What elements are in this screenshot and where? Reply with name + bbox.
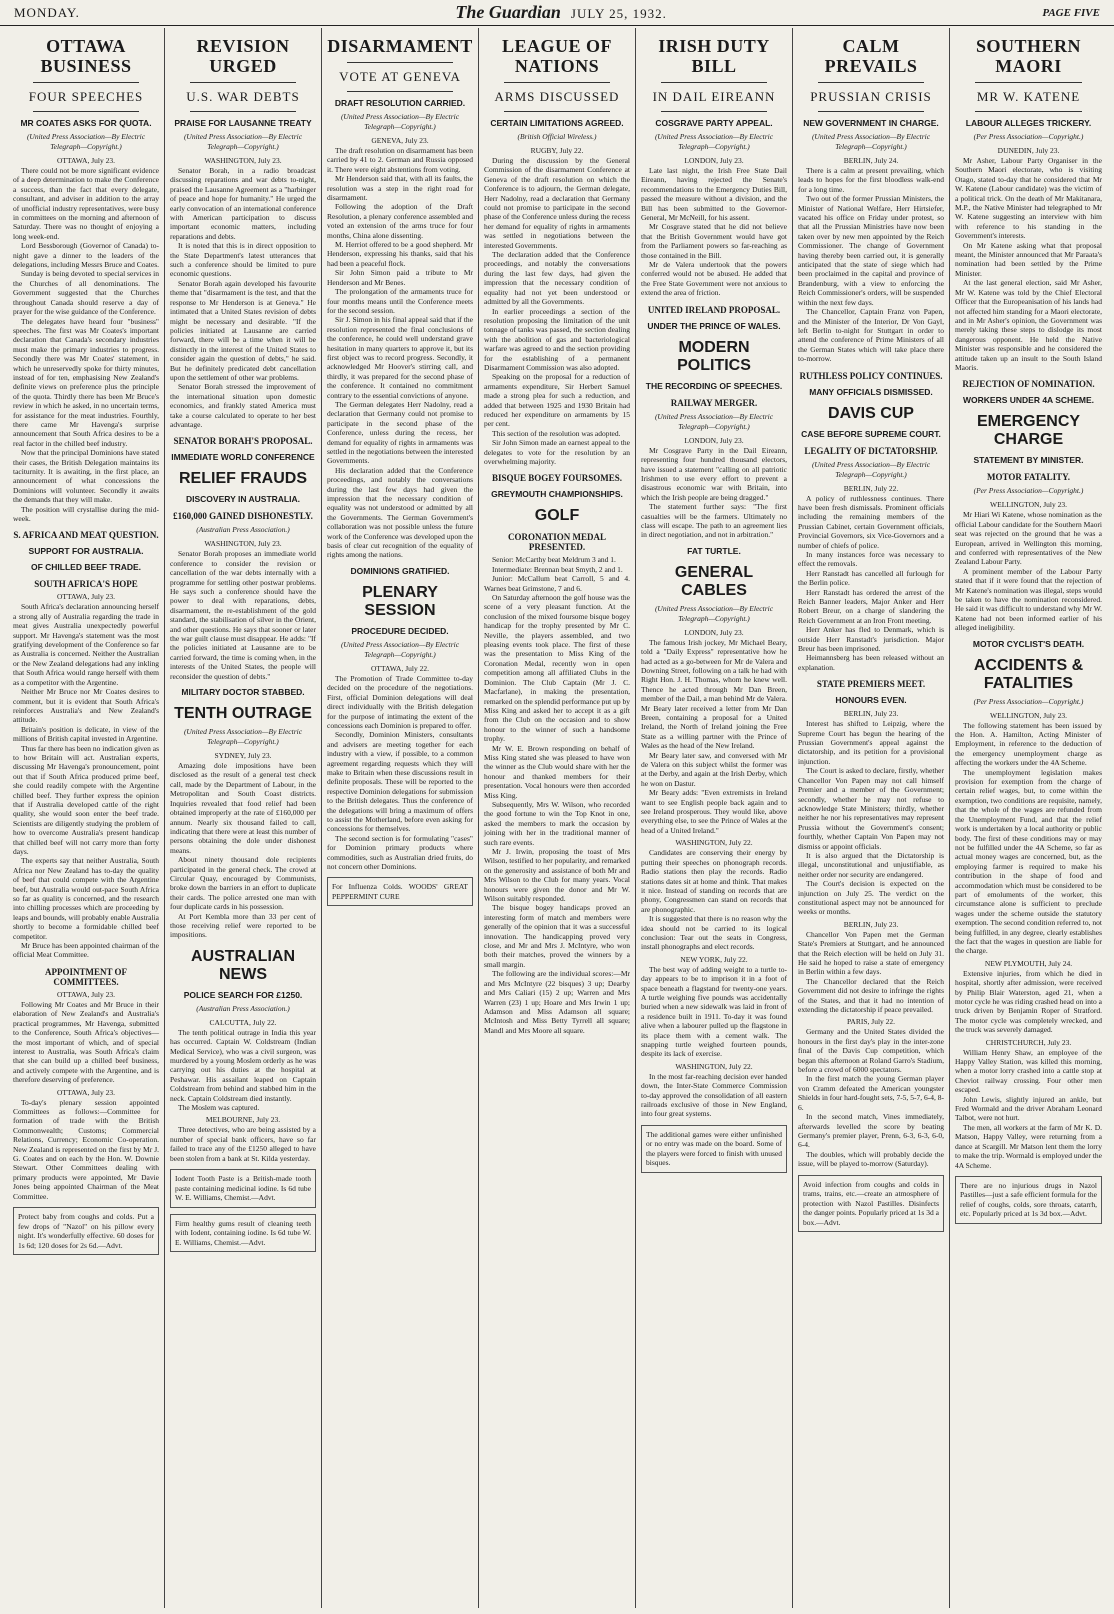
wire-credit: (United Press Association—By Electric Telegraph—Copyright.) (26, 132, 146, 151)
article-paragraph: The prolongation of the armaments truce for four months means until the Conference meets for the second session. (327, 287, 473, 315)
article-paragraph: Mr J. Irwin, proposing the toast of Mrs Wilson, testified to her popularity, and remarked on the generosity and assistance of both Mr and Mrs Wilson to the Club for many years. Vocal honours were given the donor and Mr W. Wilson suitably responded. (484, 847, 630, 904)
article-paragraph: The best way of adding weight to a turtle to-day appears to be to imprison it in a foot of space beneath a flagstand for twenty-one years. A turtle weighing five pounds was accidentally buried when a new sidewalk was laid in front of a residence built in 1911. To-day it was found alive when a labourer pulled up the flagstone in its place them with a cement walk. The snapping turtle weighed fourteen pounds, despite its lack of exercise. (641, 964, 787, 1059)
divider-rule (347, 91, 453, 92)
advertisement (641, 1125, 787, 1173)
advertisement (13, 1207, 159, 1255)
article-paragraph: The following are the individual scores:—Mr and Mrs McIntyre (22 bisques) 3 up; Dearby and Mrs Caliari (15) 2 up; Warren and Mrs Warren (23) 1 up; Hoare and Mrs Irwin 1 up; Adamson and Miss Adamson all square; McIntosh and Miss Betty Tyrrell all square; Mandl and Mrs Moore all square. (484, 969, 630, 1035)
dateline: LONDON, July 23. (684, 156, 744, 165)
article-paragraph: Senator Borah again developed his favourite theme that "disarmament is the test, and that the response to Mr Henderson is at Geneva." He intimated that a United States revision of debts might be necessary and desirable. "If the policies initiated at Lausanne are carried forward, there will be a time when it will be distinctly in the interest of the United States to consider again the question of debts," he said. But he definitely predicated debt cancellation upon the settlement of other war problems. (170, 278, 316, 382)
advertisement (327, 877, 473, 906)
article-paragraph: Mr W. E. Brown responding on behalf of Miss King stated she was pleased to have won the winner as the Club would share with her the honour and thanked members for their presentation. Vocal honours were then accorded Miss King. (484, 743, 630, 800)
article-paragraph: The bisque bogey handicaps proved an interesting form of match and members were generally of the opinion that it was a successful innovation. The handicapping proved very close, and Mr and Mrs J. McIntyre, who won both their matches, proved the winners by a small margin. (484, 903, 630, 969)
article-paragraph: Interest has shifted to Leipzig, where the Supreme Court has begun the hearing of the Prussian Government's appeal against the dictatorship, and its petition for a provisional injunction. (798, 719, 944, 766)
article-paragraph: In the second match, Vines immediately, afterwards levelled the score by beating Germany's premier player, Prenn, 6-3, 6-3, 6-0, 6-4. (798, 1112, 944, 1150)
column-7 (950, 28, 1107, 1608)
article-paragraph: During the discussion by the General Commission of the disarmament Conference at Geneva of the draft resolution on which the Conference is to adjourn, the German delegate, Herr Nadolny, read a declaration that Germany could not promise to participate in the second phase of the Conference unless during the recess her demand for equality of rights in armaments was settled in negotiations between the interested Governments. (484, 156, 630, 250)
dateline: OTTAWA, July 23. (57, 156, 115, 165)
article-paragraph: To-day's plenary session appointed Committees as follows:—Committee for formation of trade with the British Commonwealth; Customs; Commercial Relations, Currency; Economic Co-operation. New Zealand is represented on the first by Mr J. G. Coates and on each by the Hon. W. Downie Stewart. Other Committees dealing with primary products were appointed, Mr Davie Jones being appointed Chairman of the Meat Committee. (13, 1097, 159, 1201)
article-paragraph: The statement further says: "The first casualties will be the farmers. Ultimately no class will escape. The path to an agreement lies in direct negotiation, and not in arbitration." (641, 502, 787, 540)
article-heading: S. AFRICA AND MEAT QUESTION. (13, 530, 159, 541)
article-paragraph: On Mr Katene asking what that proposal meant, the Minister announced that Mr Paraata's nomination had been settled by the Prime Minister. (955, 240, 1102, 278)
article-paragraph: Amazing dole impositions have been disclosed as the result of a general test check call, made by the Department of Labour, in the Metropolitan and South Coast districts. Inquiries revealed that food relief had been obtained improperly at the rate of £160,000 per annum. Nearly six thousand failed to call, indicating that there were at least this number of persons obtaining the dole under dishonest means. (170, 761, 316, 855)
headline: DISARMAMENT (327, 36, 473, 56)
article-paragraph: Two out of the former Prussian Ministers, the Minister of National Welfare, Herr Hirtsiefer, vacated his office on Friday under protest, so that all the Prussian Ministries have now been taken over by new men appointed by the Reich Commissioner. The change of Government having thereby been carried out, it is generally anticipated that the state of siege which had been proclaimed in the capital and province of Brandenburg, with a view to enforcing the Reich Commissioner's orders, will be suspended within the next few days. (798, 194, 944, 307)
article-paragraph: In the first match the young German player von Cramm defeated the American youngster Shields in four hard-fought sets, 7-5, 5-7, 6-4, 8-6. (798, 1074, 944, 1112)
dateline: WASHINGTON, July 22. (675, 1061, 753, 1071)
article-paragraph: Neither Mr Bruce nor Mr Coates desires to comment, but it is evident that South Africa's reinforces Australia's and New Zealand's attitude. (13, 687, 159, 725)
article-paragraph: Sir John Simon made an earnest appeal to the delegates to vote for the resolution by an overwhelming majority. (484, 438, 630, 466)
article-paragraph: Sunday is being devoted to special services in the Churches of all denominations. The Government suggested that the Churches throughout Canada should reserve a day of prayer for the wise guidance of the Conference. (13, 269, 159, 317)
column-1 (8, 28, 165, 1608)
divider-rule (33, 111, 139, 112)
deck: MANY OFFICIALS DISMISSED. (809, 386, 933, 397)
section-headline: GENERAL CABLES (674, 563, 754, 599)
dateline: WASHINGTON, July 23. (204, 539, 282, 549)
divider-rule (818, 111, 924, 112)
article-paragraph: The tenth political outrage in India this year has occurred. Captain W. Coldstream (Indian Medical Service), who was a civil surgeon, was murdered by a young Moslem orderly as he was carrying out his duties at the hospital at Peshawar. His assailant leaped on Captain Coldstream from behind and stabbed him in the neck. Captain Coldstream died instantly. (170, 1027, 316, 1103)
advertisement-text: Iodent Tooth Paste is a British-made tooth paste containing medicinal iodine. Is 6d tube W. E. Williams, Chemist.—Advt. (175, 1174, 311, 1203)
deck: COSGRAVE PARTY APPEAL. (655, 118, 773, 128)
divider-rule (504, 111, 610, 112)
article-paragraph: Herr Ranstadt has ordered the arrest of the Reich Banner leaders, Major Anker and Herr Robert Breur, on a charge of slandering the Reich Government at an Iron Front meeting. (798, 587, 944, 625)
article-paragraph: Mr Beary adds: "Even extremists in Ireland want to see English people back again and to see Ireland prosperous. They would like, above everything else, to see the Prince of Wales at the head of a United Ireland." (641, 788, 787, 835)
deck: IMMEDIATE WORLD CONFERENCE (171, 452, 315, 463)
headline: SOUTHERN MAORI (975, 36, 1082, 76)
article-heading: £160,000 GAINED DISHONESTLY. (173, 511, 313, 522)
dateline: LONDON, July 23. (684, 435, 744, 445)
deck: HONOURS EVEN. (835, 695, 907, 706)
article-paragraph: Junior: McCallum beat Carroll, 5 and 4. Warnes beat Grimstone, 7 and 6. (484, 574, 630, 593)
divider-rule (661, 111, 767, 112)
dateline: RUGBY, July 22. (530, 146, 584, 155)
column-4 (479, 28, 636, 1608)
deck: CASE BEFORE SUPREME COURT. (801, 428, 941, 439)
subheadline: IN DAIL EIREANN (652, 89, 776, 104)
column-3 (322, 28, 479, 1608)
article-heading: APPOINTMENT OF COMMITTEES. (44, 966, 128, 987)
subheadline: ARMS DISCUSSED (494, 89, 620, 104)
deck: GREYMOUTH CHAMPIONSHIPS. (491, 489, 623, 500)
section-headline: EMERGENCY CHARGE (976, 413, 1081, 449)
section-headline: RELIEF FRAUDS (179, 470, 307, 488)
divider-rule (975, 111, 1082, 112)
deck: POLICE SEARCH FOR £1250. (183, 989, 303, 1000)
article-heading: SENATOR BORAH'S PROPOSAL. (173, 436, 313, 447)
article-paragraph: Intermediate: Brennan beat Smyth, 2 and 1. (492, 564, 623, 574)
deck: UNDER THE PRINCE OF WALES. (647, 320, 781, 331)
article-paragraph: Britain's position is delicate, in view of the millions of British capital invested in Argentine. (13, 724, 159, 744)
wire-credit: (Australian Press Association.) (196, 1003, 290, 1013)
article-paragraph: Late last night, the Irish Free State Dail Eireann, having rejected the Senate's recommendations to the Emergency Duties Bill, passed the measure without a division, and the Bill has been submitted to the Governor-General, Mr McNeill, for his assent. (641, 166, 787, 223)
deck: PRAISE FOR LAUSANNE TREATY (174, 118, 312, 128)
advertisement-text: Protect baby from coughs and colds. Put a few drops of "Nazol" on his pillow every night. It's wonderfully effective. 60 doses for 1s 6d; 120 doses for 2s 6d.—Advt. (18, 1212, 154, 1250)
deck: DOMINIONS GRATIFIED. (350, 565, 450, 576)
dateline: OTTAWA, July 23. (57, 592, 115, 602)
dateline: BERLIN, July 23. (843, 919, 899, 929)
article-paragraph: In the most far-reaching decision ever handed down, the Inter-State Commerce Commission to-day approved the consolidation of all eastern railroads exclusive of those in New England, into four great systems. (641, 1071, 787, 1119)
article-paragraph: The following statement has been issued by the Hon. A. Hamilton, Acting Minister of Employment, in reference to the deduction of the emergency unemployment charge as affecting the workers under the 4A Scheme. (955, 720, 1102, 768)
article-paragraph: At Port Kembla more than 33 per cent of those receiving relief were reported to be impositions. (170, 911, 316, 940)
article-paragraph: John Lewis, slightly injured an ankle, but Fred Wormald and the driver Abraham Leonard Talbot, were not hurt. (955, 1094, 1102, 1123)
article-paragraph: Senator Borah stressed the improvement of the international situation upon domestic economics, and frankly stated America must take a course calculated to operate to her best advantage. (170, 382, 316, 429)
article-paragraph: Heimannsberg has been released without an explanation. (798, 653, 944, 672)
section-headline: MODERN POLITICS (677, 338, 751, 374)
article-paragraph: Subsequently, Mrs W. Wilson, who recorded the good fortune to win the Top Knot in one, asked the members to mark the occasion by joining with her in the traditional manner of such rare events. (484, 799, 630, 847)
dateline: WELLINGTON, July 23. (990, 500, 1067, 510)
headline: REVISION URGED (196, 36, 290, 76)
article-paragraph: The doubles, which will probably decide the issue, will be played to-morrow (Saturday). (798, 1149, 944, 1169)
divider-rule (190, 111, 296, 112)
article-paragraph: The famous Irish jockey, Mr Michael Beary, told a "Daily Express" representative how he had acted as a go-between for Mr de Valera and Downing Street, following on a talk he had with Right Hon. J. H. Thomas, whom he knew well. Thence he acted through Mr Dan Breen, member of the Dail, a man behind Mr de Valera. Mr Beary later received a letter from Mr Dan Breen, containing a proposal for a United Ireland, the North of Ireland joining the Free State as a willing partner with the Prince of Wales as the head of the New Ireland. (641, 637, 787, 751)
article-paragraph: The delegates have heard four "business" speeches. The first was Mr Coates's important declaration that Canada's secondary industries must make the primary industries to progress. Secondly there was Mr Coates' statement, in which he unreservedly spoke for thirty minutes, instead of for ten, emphasising New Zealand's definite views on preference plus the principle of the quota. Thirdly there has been Mr Bruce's review in which he asked, in no uncertain terms, for assistance for the meat industries. Fourthly, there came Mr Havenga's surprise announcement that South Africa desires to be a real factor in the chilled beef industry. (13, 316, 159, 448)
deck: SUPPORT FOR AUSTRALIA. (28, 546, 144, 557)
article-paragraph: It is noted that this is in direct opposition to the State Department's latest utterances that such a conference should be limited to pure economic questions. (170, 241, 316, 279)
deck: THE RECORDING OF SPEECHES. (645, 380, 783, 391)
article-paragraph: Lord Bessborough (Governor of Canada) to-night gave a dinner to the leaders of the delegations, including Messrs Bruce and Coates. (13, 241, 160, 270)
deck: WORKERS UNDER 4A SCHEME. (963, 395, 1094, 406)
article-paragraph: William Henry Shaw, an employee of the Happy Valley Station, was killed this morning, when a motor lorry crashed into a cattle stop at Cheviot railway crossing. Four other men escaped. (955, 1047, 1102, 1095)
deck: DISCOVERY IN AUSTRALIA. (186, 494, 300, 505)
wire-credit: (Per Press Association—Copyright.) (973, 486, 1084, 496)
article-paragraph: Candidates are conserving their energy by putting their speeches on phonograph records. Radio stations then play the records. Radio stations dates sit at home and think. That makes it nice. Instead of standing on records that are phony, Congressmen can stand on records that are phonographic. (641, 848, 787, 914)
article-paragraph: The declaration added that the Conference proceedings, and notably the conversations during the last few days, had given the impression that the necessary condition of equality had not yet been understood or admitted by all the Governments. (484, 250, 630, 307)
article-paragraph: The Promotion of Trade Committee to-day decided on the procedure of the negotiations. First, official Dominion delegations will deal direct individually with the British delegation for the purpose of intimating the extent of the concessions each Dominion is prepared to offer. (327, 673, 473, 730)
article-paragraph: It is suggested that there is no reason why the idea should not be carried to its logical conclusion: Tear out the seats in Congress, install phonographs and elect records. (641, 914, 787, 952)
article-paragraph: Following the adoption of the Draft Resolution, a plenary conference assembled and voted an extension of the arms truce for four months, China alone dissenting. (327, 202, 473, 240)
article-paragraph: This section of the resolution was adopted. (492, 428, 621, 438)
article-paragraph: Mr Cosgrave Party in the Dail Eireann, representing four hundred thousand electors, have issued a statement "calling on all patriotic Irishmen to use every effort to prevent a disastrous economic war with Britain, into which the Irish people are being dragged." (641, 445, 787, 502)
advertisement-text: Firm healthy gums result of cleaning teeth with Iodent, containing iodine. Is 6d tube W. E. Williams, Chemist.—Advt. (175, 1218, 311, 1247)
divider-rule (818, 82, 924, 83)
article-paragraph: The Court is asked to declare, firstly, whether Chancellor Von Papen may not call himself Premier and a member of the Government; secondly, whether he may not refuse to acknowledge State Ministers; thirdly, whether neither he nor his representatives may represent Prussia without the Government's consent; fourthly, whether Captain Von Papen may not dismiss or appoint officials. (798, 766, 944, 851)
article-paragraph: In earlier proceedings a section of the resolution proposing the limitation of the unit tonnage of tanks was passed, the section dealing with the abolition of gas and bacteriological warfare was agreed to and the section providing for the establishing of a permanent Disarmament Commission was also adopted. (484, 306, 630, 372)
advertisement-text: There are no injurious drugs in Nazol Pastilles—just a safe efficient formula for the relief of coughs, colds, sore throats, catarrh, etc. Popularly priced at 1s 3d box.—Advt. (960, 1180, 1097, 1219)
wire-credit: (Australian Press Association.) (196, 525, 290, 535)
deck: NEW GOVERNMENT IN CHARGE. (803, 118, 939, 128)
dateline: LONDON, July 23. (684, 627, 744, 637)
advertisement (955, 1176, 1102, 1224)
masthead-date: JULY 25, 1932. (570, 6, 667, 21)
deck: MR COATES ASKS FOR QUOTA. (20, 118, 152, 128)
article-paragraph: Thus far there has been no indication given as to how Britain will act. Australian experts, discussing Mr Havenga's pronouncement, point out that if South Africa produced prime beef, she could readily compete with the Argentine chilled beef. They further express the opinion that if Australia developed cattle of the right quality, she would soon enter the beef trade. Scientists are diligently studying the problem of how to overcome Australia's present handicap that chilled beef will not carry more than forty days. (13, 743, 159, 856)
deck: OF CHILLED BEEF TRADE. (30, 562, 142, 573)
article-paragraph: South Africa's declaration announcing herself a strong ally of Australia regarding the trade in meat gives Australia unexpectedly powerful support. Mr Havenga's statement was the most gratifying development of the Conference so far as Australia is concerned. Neither the Australian or the New Zealand delegations had any inkling that South Africa would range herself with them as a competitor with the Argentine. (13, 602, 159, 687)
wire-credit: (United Press Association—By Electric Telegraph—Copyright.) (654, 132, 774, 151)
subheadline: MR W. KATENE (976, 89, 1081, 104)
newspaper-page (0, 28, 1114, 1608)
article-paragraph: Sir J. Simon in his final appeal said that if the resolution represented the final conclusions of the conference, he could well understand grave hesitation in many quarters to approve it, but its first object was to record progress. Secondly, it acknowledged Mr Hoover's stirring call, and thirdly, it was prepared for the second phase of the conference. It contained no commitment contrary to the essential convictions of anyone. (327, 315, 473, 400)
divider-rule (975, 82, 1082, 83)
divider-rule (33, 82, 139, 83)
article-paragraph: In many instances force was necessary to effect the removals. (798, 549, 944, 569)
article-paragraph: Following Mr Coates and Mr Bruce in their elaboration of New Zealand's and Australia's practical programmes, Mr Havenga, submitted to the Conference, South Africa's objectives—the most important of which, and of special interest to Australia, was South Africa's claim that she can build up a chilled beef business, and actively compete with the Argentine, and is therefore deserving of preference. (13, 999, 159, 1085)
advertisement (798, 1175, 944, 1233)
article-paragraph: Mr de Valera undertook that the powers conferred would not be abused. He added that the Free State Government were not anxious to extend the area of friction. (641, 260, 787, 298)
section-headline: AUSTRALIAN NEWS (191, 947, 295, 983)
dateline: DUNEDIN, July 23. (997, 146, 1060, 155)
article-paragraph: Mr Bruce has been appointed chairman of the official Meat Committee. (13, 941, 159, 960)
article-paragraph: Mr Hiari Wi Katene, whose nomination as the official Labour candidate for the Southern Maori seat was rejected on the ground that he was a European, arrived in Wellington this morning, and conferred with representatives of the New Zealand Labour Party. (955, 510, 1102, 567)
advertisement-text: For Influenza Colds. WOODS' GREAT PEPPERMINT CURE (332, 882, 468, 901)
dateline: WASHINGTON, July 22. (675, 838, 753, 848)
deck: MILITARY DOCTOR STABBED. (181, 687, 305, 698)
article-paragraph: A policy of ruthlessness continues. There have been fresh dismissals. Prominent officials including the remaining members of the Prussian Cabinet, certain Government officials, Provincial Governors, six Vice-Governors and a number of chiefs of police. (798, 493, 944, 550)
subheadline: U.S. WAR DEBTS (186, 89, 300, 104)
article-heading: REJECTION OF NOMINATION. (962, 379, 1095, 390)
dateline: SYDNEY, July 23. (214, 751, 272, 761)
dateline: OTTAWA, July 23. (57, 1087, 115, 1097)
article-paragraph: The Chancellor, Captain Franz von Papen, and the Minister of the Interior, Dr Von Gayl, left Berlin to-night for Stuttgart in order to attend the conference of Prime Ministers of all the German States which will take place there to-morrow. (798, 307, 944, 364)
dateline: WELLINGTON, July 23. (990, 710, 1067, 720)
article-heading: STATE PREMIERS MEET. (816, 679, 926, 690)
advertisement-text: Avoid infection from coughs and colds in trams, trains, etc.—create an atmosphere of protection with Nazol Pastilles. Disinfects the danger points. Popularly priced at 1s 3d a box.—Advt. (803, 1179, 939, 1227)
section-headline: PLENARY SESSION (362, 583, 438, 619)
article-heading: RUTHLESS POLICY CONTINUES. (799, 370, 943, 381)
article-paragraph: At the last general election, said Mr Asher, Mr W. Katene was told by the Chief Electoral Officer that the Europeanisation of his lands had not affected him standing for a Maori electorate, and in Mr Asher's opinion, the Government was merely taking these steps to dislodge its most dangerous opponent. He held the Native Minister was responsible and he considered the attitude taken up an insult to the South Island Maoris. (955, 278, 1102, 372)
dateline: BERLIN, July 22. (843, 483, 899, 493)
article-paragraph: Germany and the United States divided the honours in the first day's play in the inter-zone final of the Davis Cup competition, which began this afternoon at Roland Garro's Stadium, before a crowd of 6000 spectators. (798, 1027, 944, 1075)
article-heading: CORONATION MEDAL PRESENTED. (507, 532, 607, 553)
masthead-day: MONDAY. (14, 4, 80, 20)
advertisement (170, 1214, 316, 1253)
article-paragraph: About ninety thousand dole recipients participated in the general check. The crowd at Circular Quay, encouraged by Communists, broke down the barriers in an effort to duplicate their cards. The police arrested one man with four duplicate cards in his possession. (170, 855, 316, 912)
article-heading: LEGALITY OF DICTATORSHIP. (804, 445, 938, 456)
article-paragraph: The experts say that neither Australia, South Africa nor New Zealand has to-day the quality of beef that could compete with the Argentine beef, but Australia would out-pace South Africa so far as quality is concerned, and the research into chilling processes which are proceeding by leaps and bounds, will probably enable Australia shortly to become a formidable chilled beef competitor. (13, 856, 160, 941)
deck: CERTAIN LIMITATIONS AGREED. (490, 118, 624, 128)
article-paragraph: There is a calm at present prevailing, which leads to hopes for the first bloodless walk-end for a long time. (798, 166, 944, 194)
deck: PROCEDURE DECIDED. (351, 625, 449, 636)
article-paragraph: Mr Asher, Labour Party Organiser in the Southern Maori electorate, who is visiting Otago, stated to-day that he considered that Mr W. Katene (Labour candidate) was the victim of a political trick. On the death of Mr Makitanara, M.P., the Native Minister had telegraphed to Mr W. Katene suggesting an interview with him with reference to his standing in the Government's interests. (955, 156, 1102, 241)
article-paragraph: The Chancellor declared that the Reich Government did not desire to infringe the rights of the States, and that it had no intention of extending the dictatorship if peace prevailed. (798, 976, 944, 1015)
dateline: CALCUTTA, July 22. (209, 1017, 277, 1027)
article-paragraph: Three detectives, who are being assisted by a number of special bank officers, have so far failed to trace any of the £1250 alleged to have been stolen from a bank at St. Kilda yesterday. (170, 1125, 316, 1163)
dateline: NEW PLYMOUTH, July 24. (984, 958, 1073, 968)
article-paragraph: Herr Anker has fled to Denmark, which is outside Herr Ranstadt's jurisdiction. Major Breur has been imprisoned. (798, 625, 944, 654)
article-paragraph: Now that the principal Dominions have stated their cases, the British Delegation maintains its taciturnity. It is awaiting, in the first place, an announcement of what concessions the Dominions will volunteer. Secondly it awaits the demands that they will make. (13, 448, 159, 505)
article-paragraph: The Moslem was captured. (178, 1103, 260, 1113)
article-paragraph: Extensive injuries, from which he died in hospital, shortly after admission, were received by Philip Blair Waterston, aged 21, when a motor cycle he was riding crashed head on into a truck driven by Benjamin Roper of Stratford. The motor cycle was completely wrecked, and the truck was severely damaged. (955, 968, 1102, 1035)
article-paragraph: Senator Borah, in a radio broadcast discussing reparations and war debts to-night, praised the Lausanne Agreement as a "harbinger of peace and hope for humanity." He urged the early convocation of an international conference with American participation to discuss important economic matters, including reparations and debts. (170, 166, 316, 241)
deck: MOTOR CYCLIST'S DEATH. (972, 638, 1085, 649)
divider-rule (661, 82, 767, 83)
dateline: WASHINGTON, July 23. (204, 156, 282, 165)
dateline: OTTAWA, July 22. (371, 663, 429, 673)
divider-rule (347, 62, 453, 63)
section-headline: DAVIS CUP (828, 404, 914, 422)
article-paragraph: The Court's decision is expected on the injunction on July 25. The verdict on the constitutional aspect may not be announced for weeks or months. (798, 879, 944, 917)
article-heading: BISQUE BOGEY FOURSOMES. (492, 473, 622, 484)
wire-credit: (United Press Association—By Electric Telegraph—Copyright.) (811, 132, 931, 151)
divider-rule (504, 82, 610, 83)
wire-credit: (United Press Association—By Electric Telegraph—Copyright.) (183, 727, 303, 747)
article-paragraph: Herr Ranstadt has cancelled all furlough for the Berlin police. (798, 568, 944, 588)
article-heading: MOTOR FATALITY. (986, 472, 1070, 483)
deck: LABOUR ALLEGES TRICKERY. (965, 118, 1092, 128)
article-paragraph: The unemployment legislation makes provision for exemption from the charge of certain relief wages, but, to come within the exemption, two conditions are requisite, namely, that the whole of the wages are refunded from the Unemployment Fund, and that the relief work is undertaken by a local authority or public body. The first of these conditions may or may not be fulfilled under the 4A Scheme, so far as actual money wages are concerned, but, as the employing farmer is required to make his contribution in the shape of food and accommodation which must be considered to be part of emoluments of the worker, this circumstance alone is sufficient to preclude wages under the scheme outside the statutory exemption. The second condition referred to, not being fulfilled, in any degree, clearly establishes the fact that the wages in question are liable for the charge. (955, 767, 1102, 956)
article-paragraph: The position will crystallise during the mid-week. (13, 504, 159, 524)
article-paragraph: The draft resolution on disarmament has been carried by 41 to 2. German and Russia opposed it. There were eight abstentions from voting. (327, 146, 473, 174)
dateline: PARIS, July 22. (846, 1017, 896, 1027)
article-paragraph: The second section is for formulating "cases" for Dominion primary products where commodities, such as Australian dried fruits, do not concern other Dominions. (327, 833, 473, 871)
article-paragraph: The men, all workers at the farm of Mr K. D. Matson, Happy Valley, were returning from a dance at Scargill. Mr Matson lent them the lorry to make the trip. Wormald is employed under the 4A Scheme. (955, 1122, 1102, 1170)
article-paragraph: On Saturday afternoon the golf house was the scene of a very pleasant function. At the conclusion of the mixed foursome bisque bogey handicap for the trophy presented by Mr C. Neville, the players assembled, and two pleasing events took place. The first of these was the presentation to Miss King of the Coronation Medal, recently won in open competition among all affiliated Clubs in the Dominion. The Club Captain (Mr J. C. Macfarlane), in making the presentation, remarked on the splendid performance put up by Miss King and asked her to accept it as a gift from the Club on the occasion and to show honour to the winner of such a handsome trophy. (484, 593, 630, 744)
advertisement (170, 1169, 316, 1208)
deck: FAT TURTLE. (687, 545, 741, 556)
article-paragraph: Speaking on the proposal for a reduction of armaments expenditure, Sir Herbert Samuel made a strong plea for such a reduction, and added that between 1925 and 1930 Britain had reduced her expenditure on armaments by 15 per cent. (484, 372, 630, 429)
dateline: OTTAWA, July 23. (57, 989, 115, 999)
article-paragraph: Sir John Simon paid a tribute to Mr Henderson and Mr Benes. (327, 268, 473, 287)
wire-credit: (Per Press Association—Copyright.) (973, 132, 1084, 141)
headline: CALM PREVAILS (824, 36, 918, 76)
masthead-paper-name: The Guardian (455, 2, 561, 22)
article-paragraph: Secondly, Dominion Ministers, consultants and advisers are meeting together for each industry with a view, if possible, to a common agreement regarding requests which they will make to Britain when these discussions result in definite proposals. These will be reported to the respective Dominion delegations for submission to the British delegates. Thus the conference of the delegations will bring a maximum of offers to assist the Motherland, before even asking for concessions for themselves. (327, 730, 473, 834)
wire-credit: (United Press Association—By Electric Telegraph—Copyright.) (340, 639, 460, 659)
wire-credit: (United Press Association—By Electric Telegraph—Copyright.) (654, 411, 774, 431)
article-paragraph: A prominent member of the Labour Party stated that if it were found that the rejection of Mr Katene's nomination was illegal, steps would be taken to have the nomination reconsidered. He said it was difficult to understand why Mr W. Katene had not been informed earlier of his alleged ineligibility. (955, 566, 1102, 633)
article-paragraph: Senator Borah proposes an immediate world conference to consider the revision or cancellation of the war debts internally with a programme for settling other postwar problems. He says such a conference should have the power to deal with reparations, debts, disarmament, the re-establishment of the gold standard, the stabilisation of silver in the Orient, and other questions. He says that sooner or later the war guilt clause must disappear. He adds: "If the policies initiated at Lausanne are to be carried forward, the time is coming when, in the interests of the United States, the people will reconsider the question of debts." (170, 549, 316, 681)
article-paragraph: Senior: McCarthy beat Meldrum 3 and 1. (492, 555, 616, 565)
article-heading: RAILWAY MERGER. (670, 397, 758, 408)
wire-credit: (United Press Association—By Electric Telegraph—Copyright.) (183, 132, 303, 151)
deck: DRAFT RESOLUTION CARRIED. (334, 98, 466, 108)
dateline: GENEVA, July 23. (371, 136, 429, 145)
masthead-center (455, 2, 667, 23)
column-5 (636, 28, 793, 1608)
article-paragraph: His declaration added that the Conference proceedings, and notably the conversations during the last few days had given the impression that the necessary condition of equality was not understood or admitted by all the Governments. The German Government's collaboration was not possible unless the future work of the Conference was developed upon the basis of clear cut recognition of the equality of rights among the nations. (327, 465, 473, 560)
wire-credit: (United Press Association—By Electric Telegraph—Copyright.) (340, 112, 460, 131)
dateline: BERLIN, July 23. (843, 709, 899, 719)
dateline: CHRISTCHURCH, July 23. (985, 1037, 1072, 1047)
wire-credit: (Per Press Association—Copyright.) (973, 696, 1084, 706)
headline: OTTAWA BUSINESS (40, 36, 132, 76)
section-headline: TENTH OUTRAGE (174, 705, 312, 723)
article-paragraph: Chancellor Von Papen met the German State's Premiers at Stuttgart, and he announced that the Reich election will be held on July 31. He said he hoped to raise a state of emergency in Berlin within a few days. (798, 929, 944, 977)
section-headline: GOLF (534, 507, 580, 525)
article-paragraph: Mr Beary later saw, and conversed with Mr de Valera on this subject whilst the former was at the Derby, and again at the Irish Derby, which he won on Dastur. (641, 750, 787, 788)
dateline: NEW YORK, July 22. (680, 954, 748, 964)
wire-credit: (United Press Association—By Electric Telegraph—Copyright.) (811, 459, 931, 479)
headline: LEAGUE OF NATIONS (501, 36, 612, 76)
article-paragraph: There could not be more significant evidence of a deep determination to make the Conference a success, than the fact that every delegate, consultant, and adviser in addition to the array of unofficial industry representatives, were busy in committees on the morning and afternoon of Saturday. There was no thought of enjoying a long week-end. (13, 166, 159, 241)
subheadline: VOTE AT GENEVA (339, 69, 461, 84)
article-paragraph: The German delegates Herr Nadolny, read a declaration that Germany could not promise to participate in the second phase of the Conference, unless during the recess, her demand for equality of rights in armaments was settled in the negotiations between the interested Governments. (327, 399, 473, 466)
deck: STATEMENT BY MINISTER. (973, 455, 1084, 466)
divider-rule (190, 82, 296, 83)
section-headline: ACCIDENTS & FATALITIES (973, 656, 1084, 692)
advertisement-text: The additional games were either unfinished or no entry was made on the board. Some of the players were forced to finish with unused bisques. (646, 1129, 782, 1168)
masthead (0, 0, 1114, 26)
wire-credit: (British Official Wireless.) (517, 132, 597, 141)
column-2 (165, 28, 322, 1608)
subheadline: FOUR SPEECHES (28, 89, 144, 104)
article-heading: SOUTH AFRICA'S HOPE (34, 579, 138, 590)
article-paragraph: M. Herriot offered to be a good shepherd. Mr Henderson, expressing his thanks, said that his had been a peaceful flock. (327, 240, 473, 268)
dateline: MELBOURNE, July 23. (205, 1115, 281, 1125)
article-heading: UNITED IRELAND PROPOSAL. (647, 304, 781, 315)
column-6 (793, 28, 950, 1608)
dateline: BERLIN, July 24. (843, 156, 899, 165)
article-paragraph: Mr Henderson said that, with all its faults, the resolution was a step in the right road for disarmament. (327, 174, 473, 203)
article-paragraph: Mr Cosgrave stated that he did not believe that the British Government would have got from the Parliament powers so far-reaching as those contained in the Bill. (641, 222, 787, 260)
masthead-page-number: PAGE FIVE (1042, 6, 1100, 19)
subheadline: PRUSSIAN CRISIS (810, 89, 932, 104)
wire-credit: (United Press Association—By Electric Telegraph—Copyright.) (654, 603, 774, 623)
article-paragraph: It is also argued that the Dictatorship is illegal, unconstitutional and unjustifiable, as neither order nor security are endangered. (798, 850, 944, 879)
headline: IRISH DUTY BILL (658, 36, 770, 76)
